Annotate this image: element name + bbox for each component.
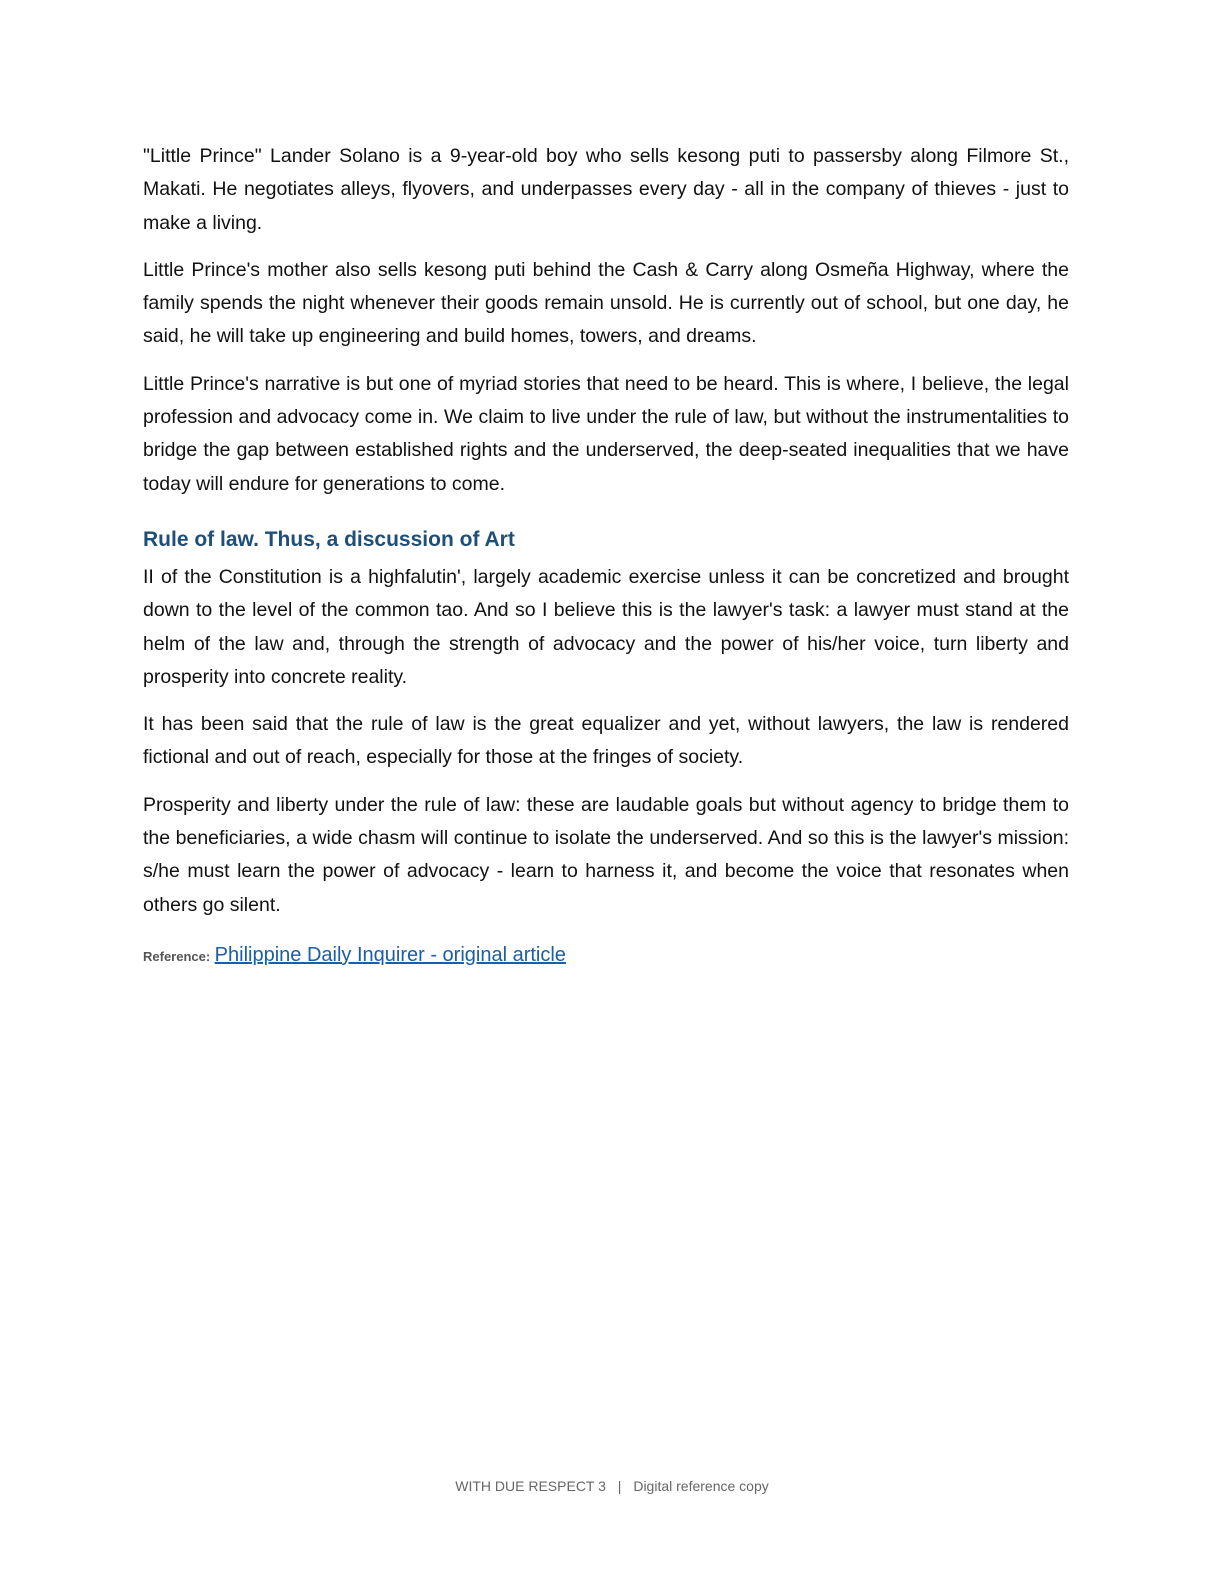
paragraph-5: It has been said that the rule of law is the great equalizer and yet, without lawyers, the law is rendered fictional and out of reach, especially for those at the fringes of society.: [143, 713, 1069, 769]
paragraph-2: Little Prince's mother also sells kesong puti behind the Cash & Carry along Osmeña Highway, where the family spends the night whenever their goods remain unsold. He is currently out of school, but one day, he said, he will take up engineering and build homes, towers, and dreams.: [143, 258, 1069, 348]
reference-label: Reference:: [143, 948, 211, 964]
paragraph-1: "Little Prince" Lander Solano is a 9-year-old boy who sells kesong puti to passersby along Filmore St., Makati. He negotiates alleys, flyovers, and underpasses every day - all in the company of thieves - just to make a living.: [143, 145, 1069, 234]
footer-note: Digital reference copy: [633, 1478, 769, 1494]
reference-link[interactable]: Philippine Daily Inquirer - original article: [214, 943, 566, 966]
paragraph-6: Prosperity and liberty under the rule of law: these are laudable goals but without agency to bridge them to the beneficiaries, a wide chasm will continue to isolate the underserved. And so this is the lawyer's mission: s/he must learn the power of advocacy - learn to harness it, and become the voice that resonates when others go silent.: [143, 793, 1069, 916]
section-heading: Rule of law. Thus, a discussion of Art: [143, 527, 515, 551]
footer-title: WITH DUE RESPECT 3: [455, 1478, 606, 1494]
page-footer: [0, 1478, 1224, 1494]
reference-line: [143, 940, 1069, 972]
paragraph-3: Little Prince's narrative is but one of myriad stories that need to be heard. This is where, I believe, the legal profession and advocacy come in. We claim to live under the rule of law, but without the instrumentalities to bridge the gap between established rights and the underserved, the deep-seated inequalities that we have today will endure for generations to come.: [143, 372, 1069, 495]
paragraph-4: II of the Constitution is a highfalutin', largely academic exercise unless it can be concretized and brought down to the level of the common tao. And so I believe this is the lawyer's task: a lawyer must stand at the helm of the law and, through the strength of advocacy and the power of his/her voice, turn liberty and prosperity into concrete reality.: [143, 565, 1069, 688]
footer-separator: |: [617, 1478, 622, 1494]
page-content: [143, 140, 1069, 972]
